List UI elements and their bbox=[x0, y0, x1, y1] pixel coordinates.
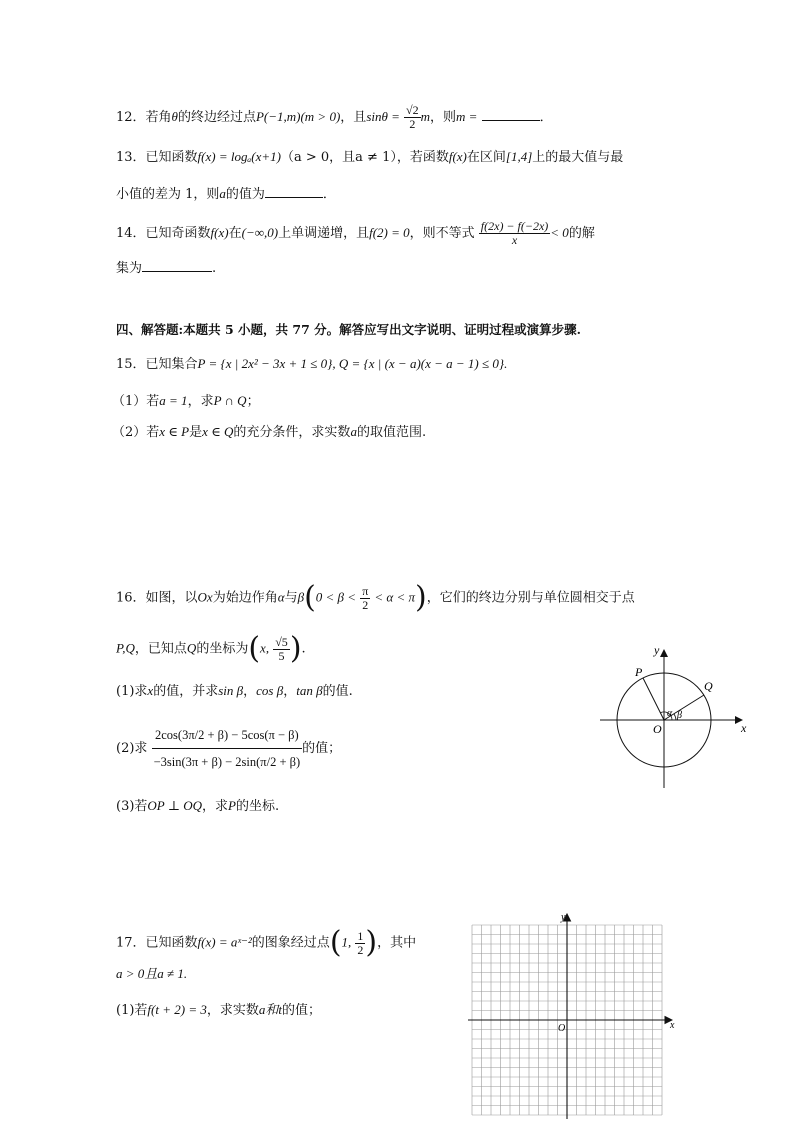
q16-text: 与 bbox=[284, 590, 298, 606]
q13-text: 上的最大值与最 bbox=[532, 150, 624, 165]
q14-text: ，则不等式 bbox=[409, 226, 475, 241]
q16-cond: OP ⊥ OQ bbox=[147, 798, 203, 813]
q16-x: x bbox=[147, 683, 154, 698]
q12-text: 的终边经过点 bbox=[177, 110, 256, 125]
q16-q: Q bbox=[186, 640, 197, 656]
q12-end: ． bbox=[539, 110, 553, 125]
q14-text: 14．已知奇函数 bbox=[116, 226, 211, 241]
q15-expr: P ∩ Q bbox=[213, 393, 247, 408]
q16-text: ，求 bbox=[202, 799, 229, 814]
q13-text: 在区间 bbox=[466, 150, 506, 165]
frac-den: −3sin(3π + β) − 2sin(π/2 + β) bbox=[153, 755, 301, 769]
label-alpha: α bbox=[667, 708, 673, 719]
q14-f2: f(2) = 0 bbox=[369, 225, 410, 240]
q16-text: ，它们的终边分别与单位圆相交于点 bbox=[426, 590, 635, 606]
q14-text: 集为 bbox=[116, 261, 143, 276]
q17-func: f(x) = aˣ⁻² bbox=[197, 934, 252, 950]
label-origin: O bbox=[653, 722, 662, 736]
q15-text: 的充分条件，求实数 bbox=[233, 425, 351, 440]
label-origin: O bbox=[558, 1023, 566, 1034]
q15-cond: a = 1 bbox=[159, 393, 188, 408]
right-paren: ) bbox=[415, 580, 427, 615]
q16-sep: ， bbox=[243, 684, 257, 699]
question-16-part3 bbox=[116, 796, 279, 817]
frac-den: x bbox=[511, 233, 518, 247]
q17-text: 的图象经过点 bbox=[251, 935, 330, 951]
q13-end: ． bbox=[322, 187, 336, 202]
coordinate-grid-figure bbox=[466, 910, 682, 1120]
q14-text: 在 bbox=[228, 226, 242, 241]
frac-den: 2 bbox=[409, 117, 416, 131]
frac-den: 2 bbox=[357, 942, 364, 957]
q14-fraction bbox=[479, 220, 551, 247]
q13-answer-blank[interactable] bbox=[265, 184, 323, 198]
question-16-part1 bbox=[116, 681, 353, 702]
angle-arc-beta bbox=[674, 714, 676, 720]
q12-fraction bbox=[404, 104, 421, 131]
q13-fx: f(x) bbox=[448, 149, 467, 164]
q16-cond: < α < π bbox=[374, 589, 416, 605]
section-4-header: 四、解答题:本题共 5 小题，共 77 分。解答应写出文字说明、证明过程或演算步骤. bbox=[116, 322, 581, 337]
q16-p: P bbox=[228, 798, 236, 813]
q16-cos: cos β bbox=[256, 683, 284, 698]
q16-cond: 0 < β < bbox=[315, 589, 357, 605]
q15-cond: x ∈ P bbox=[159, 424, 190, 439]
q13-cond: （a > 0，且a ≠ 1），若函数 bbox=[280, 150, 449, 165]
q16-coord-x: x, bbox=[260, 640, 270, 656]
q17-text: 17．已知函数 bbox=[116, 935, 198, 951]
question-14-line2 bbox=[116, 258, 216, 279]
q12-answer-blank[interactable] bbox=[482, 107, 540, 121]
q16-text: 的值，并求 bbox=[153, 684, 219, 699]
q15-text: （1）若 bbox=[112, 394, 160, 409]
q16-text: ，已知点 bbox=[134, 641, 187, 657]
question-17-line1 bbox=[116, 925, 417, 960]
q17-text: (1)若 bbox=[116, 1003, 148, 1018]
q16-tan: tan β bbox=[296, 683, 323, 698]
label-y: y bbox=[561, 912, 566, 923]
q16-text: (1)求 bbox=[116, 684, 148, 699]
question-15-part2 bbox=[112, 422, 426, 443]
q12-m: m bbox=[420, 109, 431, 124]
q16-text: (2)求 bbox=[116, 741, 148, 756]
right-paren: ) bbox=[365, 925, 378, 960]
frac-den: 2 bbox=[362, 597, 369, 612]
q17-vars: a和t bbox=[258, 1002, 282, 1017]
label-x: x bbox=[741, 721, 747, 735]
q12-m-eq: m = bbox=[456, 109, 478, 124]
q12-text: ，且 bbox=[340, 110, 367, 125]
q17-text: ，求实数 bbox=[206, 1003, 259, 1018]
q15-sets: P = {x | 2x² − 3x + 1 ≤ 0}, Q = {x | (x − a)(x − a − 1) ≤ 0}. bbox=[197, 356, 508, 371]
label-beta: β bbox=[677, 710, 682, 721]
q13-text: 小值的差为 1，则 bbox=[116, 187, 220, 202]
q17-text: 的值； bbox=[282, 1003, 322, 1018]
question-17-part1 bbox=[116, 1000, 321, 1021]
label-p: P bbox=[635, 665, 643, 679]
q16-text: 的坐标为 bbox=[196, 641, 249, 657]
q12-sin: sinθ = bbox=[366, 109, 400, 124]
question-17-line2: a > 0且a ≠ 1. bbox=[116, 966, 188, 981]
q16-text: 的值. bbox=[322, 684, 353, 699]
question-16-part2 bbox=[116, 722, 341, 775]
q15-cond: x ∈ Q bbox=[202, 424, 234, 439]
question-12 bbox=[116, 104, 553, 131]
q16-coord-frac bbox=[273, 636, 290, 663]
q12-text: 12．若角 bbox=[116, 110, 172, 125]
label-y: y bbox=[654, 643, 660, 657]
left-paren: ( bbox=[304, 580, 316, 615]
frac-num: √5 bbox=[275, 634, 288, 649]
question-13-line1 bbox=[116, 147, 623, 168]
q15-a: a bbox=[350, 424, 357, 439]
q13-text: 的值为 bbox=[225, 187, 265, 202]
question-14-line1 bbox=[116, 220, 595, 247]
q17-text: ，其中 bbox=[377, 935, 417, 951]
q15-text: ，求 bbox=[187, 394, 214, 409]
q16-text: (3)若 bbox=[116, 799, 148, 814]
frac-den: 5 bbox=[278, 648, 285, 663]
q16-ox: Ox bbox=[197, 589, 213, 605]
q13-text: 13．已知函数 bbox=[116, 150, 198, 165]
left-paren: ( bbox=[248, 631, 261, 666]
q14-answer-blank[interactable] bbox=[142, 258, 212, 272]
q14-end: . bbox=[212, 261, 217, 276]
q15-text: 15．已知集合 bbox=[116, 357, 198, 372]
question-16-line1 bbox=[116, 580, 635, 615]
question-15-part1 bbox=[112, 391, 260, 412]
q13-func: f(x) = logₐ(x+1) bbox=[197, 149, 281, 164]
q16-beta: β bbox=[297, 589, 305, 605]
frac-num: π bbox=[362, 583, 369, 598]
q17-pt: 1, bbox=[341, 934, 352, 950]
q16-text: 的坐标. bbox=[236, 799, 280, 814]
right-paren: ) bbox=[289, 631, 302, 666]
q14-interval: (−∞,0) bbox=[241, 225, 279, 240]
label-q: Q bbox=[704, 679, 713, 693]
q12-text: ，则 bbox=[430, 110, 457, 125]
q16-pi-half bbox=[360, 585, 370, 612]
q13-a: a bbox=[219, 186, 226, 201]
frac-num: 1 bbox=[357, 928, 364, 943]
q16-alpha: α bbox=[277, 589, 285, 605]
q15-text: 的取值范围. bbox=[356, 425, 427, 440]
q16-sin: sin β bbox=[218, 683, 244, 698]
question-15 bbox=[116, 354, 507, 375]
q13-interval: [1,4] bbox=[505, 149, 533, 164]
label-x: x bbox=[670, 1020, 675, 1031]
q16-part2-fraction bbox=[152, 722, 303, 775]
unit-circle-figure bbox=[596, 640, 756, 792]
q16-pq: P,Q bbox=[116, 640, 135, 656]
q16-text: 为始边作角 bbox=[212, 590, 278, 606]
q17-cond: f(t + 2) = 3 bbox=[147, 1002, 207, 1017]
left-paren: ( bbox=[329, 925, 342, 960]
q14-fx: f(x) bbox=[210, 225, 229, 240]
frac-num: f(2x) − f(−2x) bbox=[480, 219, 549, 233]
q12-theta: θ bbox=[171, 109, 178, 124]
question-13-line2 bbox=[116, 184, 336, 205]
frac-num: √2 bbox=[406, 103, 419, 117]
q16-text: 的值； bbox=[302, 741, 342, 756]
q15-text: ； bbox=[246, 394, 260, 409]
q16-sep: ， bbox=[283, 684, 297, 699]
q15-text: 是 bbox=[189, 425, 203, 440]
question-16-line2 bbox=[116, 631, 306, 666]
q14-text: 的解 bbox=[568, 226, 595, 241]
q15-text: （2）若 bbox=[112, 425, 160, 440]
q14-text: 上单调递增，且 bbox=[278, 226, 370, 241]
q16-text: 16．如图，以 bbox=[116, 590, 198, 606]
q16-text: . bbox=[301, 641, 306, 657]
q12-point: P(−1,m)(m > 0) bbox=[255, 109, 341, 124]
q14-ineq: < 0 bbox=[550, 225, 569, 240]
q17-half bbox=[355, 930, 365, 957]
terminal-side-p bbox=[643, 678, 664, 720]
frac-num: 2cos(3π/2 + β) − 5cos(π − β) bbox=[152, 722, 303, 749]
